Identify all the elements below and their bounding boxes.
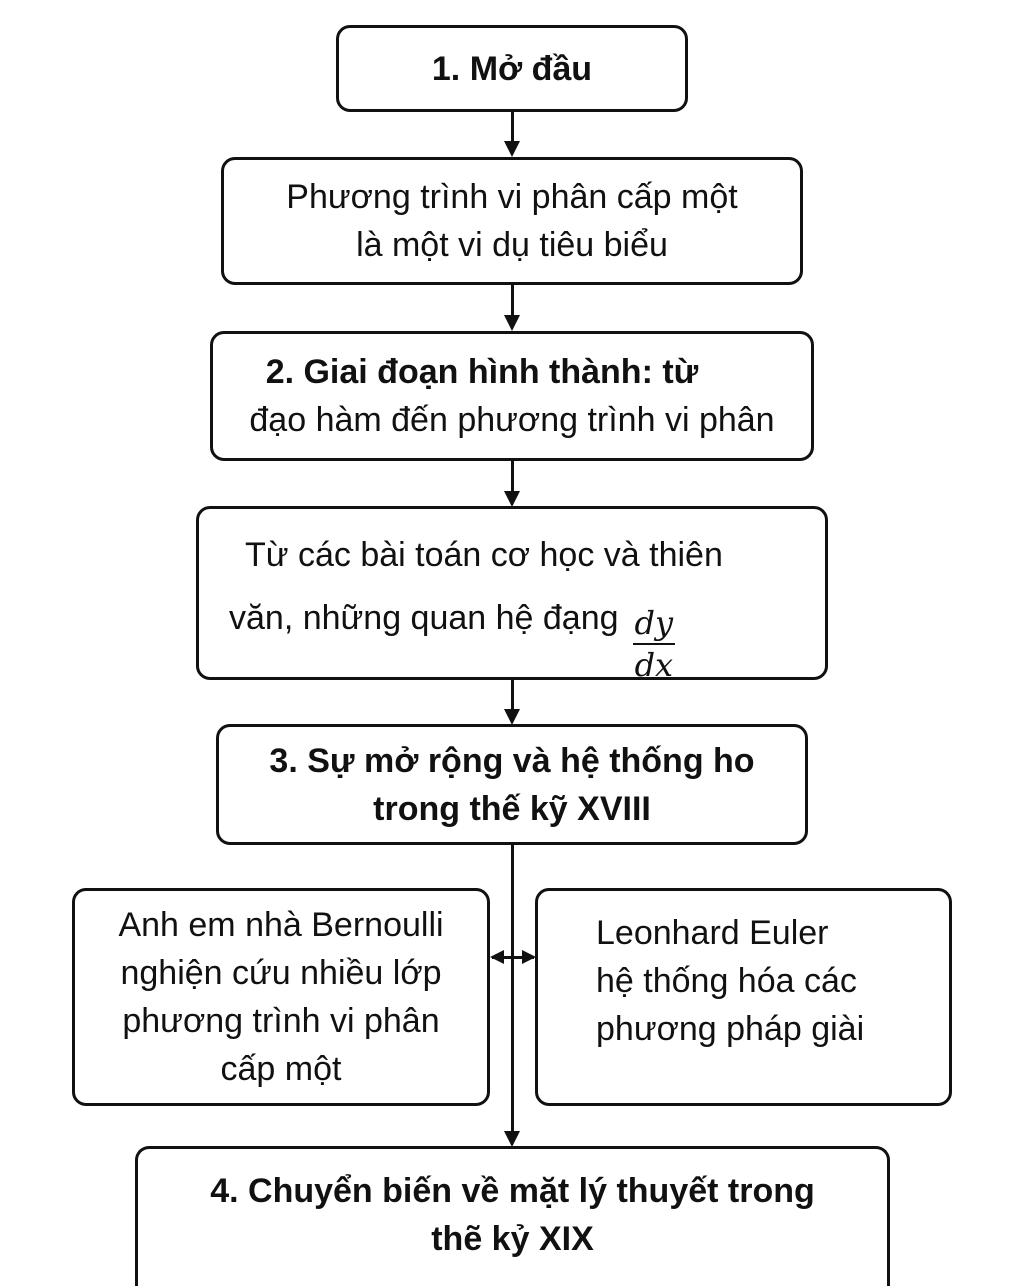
node-bernoulli (72, 888, 490, 1106)
node-bernoulli-line-3: phương trình vi phân (122, 1002, 440, 1040)
node-intro (336, 25, 688, 112)
arrowhead-5-8 (504, 1131, 520, 1147)
arrowhead-1-2 (504, 141, 520, 157)
node-nineteenth-line-1: 4. Chuyển biến về mặt lý thuyết trong (210, 1172, 815, 1210)
node-eighteenth-century (216, 724, 808, 845)
node-mechanics-line-2 (229, 579, 675, 684)
node-bernoulli-line-4: cấp một (220, 1050, 342, 1088)
node-nineteenth-line-2: thẽ kỷ XIX (431, 1220, 594, 1258)
node-first-order-line-1: Phương trình vi phân cấp một (286, 178, 738, 216)
node-euler (535, 888, 952, 1106)
node-mechanics-line-1: Từ các bài toán cơ học và thiên (245, 536, 723, 574)
arrowhead-left (490, 950, 504, 964)
node-bernoulli-line-1: Anh em nhà Bernoulli (118, 906, 444, 944)
fraction-numerator: dy (633, 603, 676, 645)
arrowhead-4-5 (504, 709, 520, 725)
node-formation-stage (210, 331, 814, 461)
fraction-denominator: dx (634, 646, 674, 684)
node-formation-line-2: đạo hàm đến phương trình vi phân (249, 401, 775, 439)
arrowhead-2-3 (504, 315, 520, 331)
node-first-order-example (221, 157, 803, 285)
arrowhead-right (522, 950, 536, 964)
derivative-fraction (633, 603, 676, 685)
node-first-order-line-2: là một vi dụ tiêu biểu (356, 226, 668, 264)
node-nineteenth-century (135, 1146, 890, 1286)
node-euler-line-3: phương pháp giài (596, 1010, 865, 1048)
node-euler-line-1: Leonhard Euler (596, 914, 829, 952)
node-eighteenth-line-2: trong thế kỹ XVIII (373, 789, 651, 828)
node-eighteenth-line-1: 3. Sự mở rộng và hệ thống ho (269, 741, 755, 780)
node-formation-line-1: 2. Giai đoạn hình thành: từ (265, 353, 699, 391)
node-bernoulli-line-2: nghiện cứu nhiều lớp (120, 954, 442, 992)
arrowhead-3-4 (504, 491, 520, 507)
node-mechanics-astronomy (196, 506, 828, 684)
node-intro-title: 1. Mở đầu (431, 49, 593, 88)
node-mechanics-line-2-text: văn, những quan hệ đạng (229, 598, 619, 637)
node-euler-line-2: hệ thống hóa các (596, 962, 857, 1000)
connector-5-8 (511, 843, 514, 1136)
